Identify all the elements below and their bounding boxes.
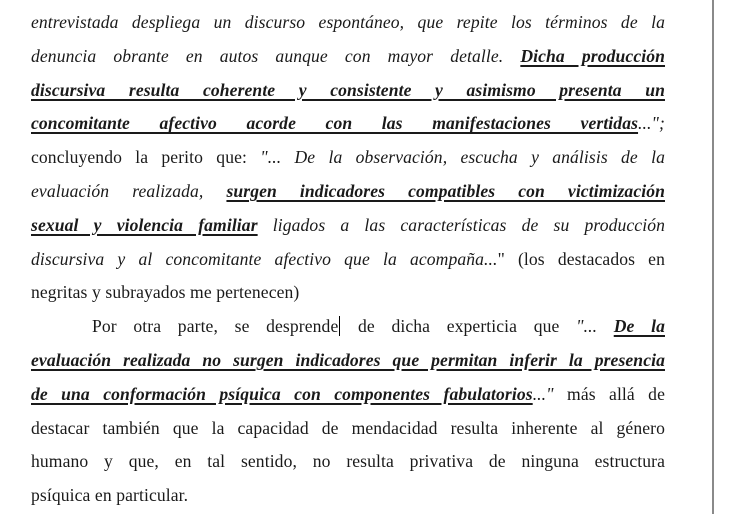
page-edge-divider <box>712 0 714 514</box>
text-line <box>31 344 665 378</box>
text-line <box>31 40 665 74</box>
text-run: concluyendo la perito que: <box>31 147 261 168</box>
emphasized-run: de una conformación psíquica con componentes fabulatorios <box>31 383 533 404</box>
emphasized-run: sexual y violencia familiar <box>31 214 258 235</box>
emphasized-run: Dicha producción <box>520 45 666 66</box>
text-line <box>31 378 665 412</box>
emphasized-run: surgen indicadores compatibles con victimización <box>226 180 665 201</box>
text-line <box>31 107 665 141</box>
text-line <box>31 243 665 277</box>
italic-run: evaluación realizada, <box>31 180 227 201</box>
text-run: " (los destacados en <box>497 248 665 269</box>
text-line <box>31 74 665 108</box>
italic-run: discursiva y al concomitante afectivo que la acompaña... <box>31 248 498 269</box>
text-line <box>31 310 665 344</box>
text-run: humano y que, en tal sentido, no resulta privativa de ninguna estructura <box>31 451 665 472</box>
italic-run: ..."; <box>638 113 665 134</box>
text-line <box>31 445 665 479</box>
italic-run: entrevistada despliega un discurso espontáneo, que repite los términos de la <box>31 12 665 32</box>
text-run: psíquica en particular. <box>31 485 189 506</box>
text-line <box>31 209 665 243</box>
text-line <box>31 479 665 513</box>
text-run: destacar también que la capacidad de mendacidad resulta inherente al género <box>31 417 665 438</box>
text-run: negritas y subrayados me pertenecen) <box>31 282 300 303</box>
emphasized-run: discursiva resulta coherente y consistente y asimismo presenta un <box>31 79 665 100</box>
italic-run: ..." <box>532 383 554 404</box>
text-line <box>31 276 665 310</box>
text-run: Por otra parte, se desprende <box>92 316 339 337</box>
emphasized-run: evaluación realizada no surgen indicadores que permitan inferir la presencia <box>31 349 665 370</box>
italic-run: denuncia obrante en autos aunque con mayor detalle. <box>31 45 521 66</box>
emphasized-run: De la <box>613 316 665 337</box>
text-run: de dicha experticia que <box>341 316 577 337</box>
italic-run: "... <box>576 316 614 337</box>
italic-run: "... De la observación, escucha y análisis de la <box>260 147 665 168</box>
emphasized-run: concomitante afectivo acorde con las manifestaciones vertidas <box>31 113 639 134</box>
text-line <box>31 175 665 209</box>
text-line <box>31 141 665 175</box>
text-run: más allá de <box>553 383 665 404</box>
document-body <box>31 6 665 513</box>
italic-run: ligados a las características de su producción <box>257 214 665 235</box>
text-line <box>31 412 665 446</box>
text-line <box>31 6 665 40</box>
